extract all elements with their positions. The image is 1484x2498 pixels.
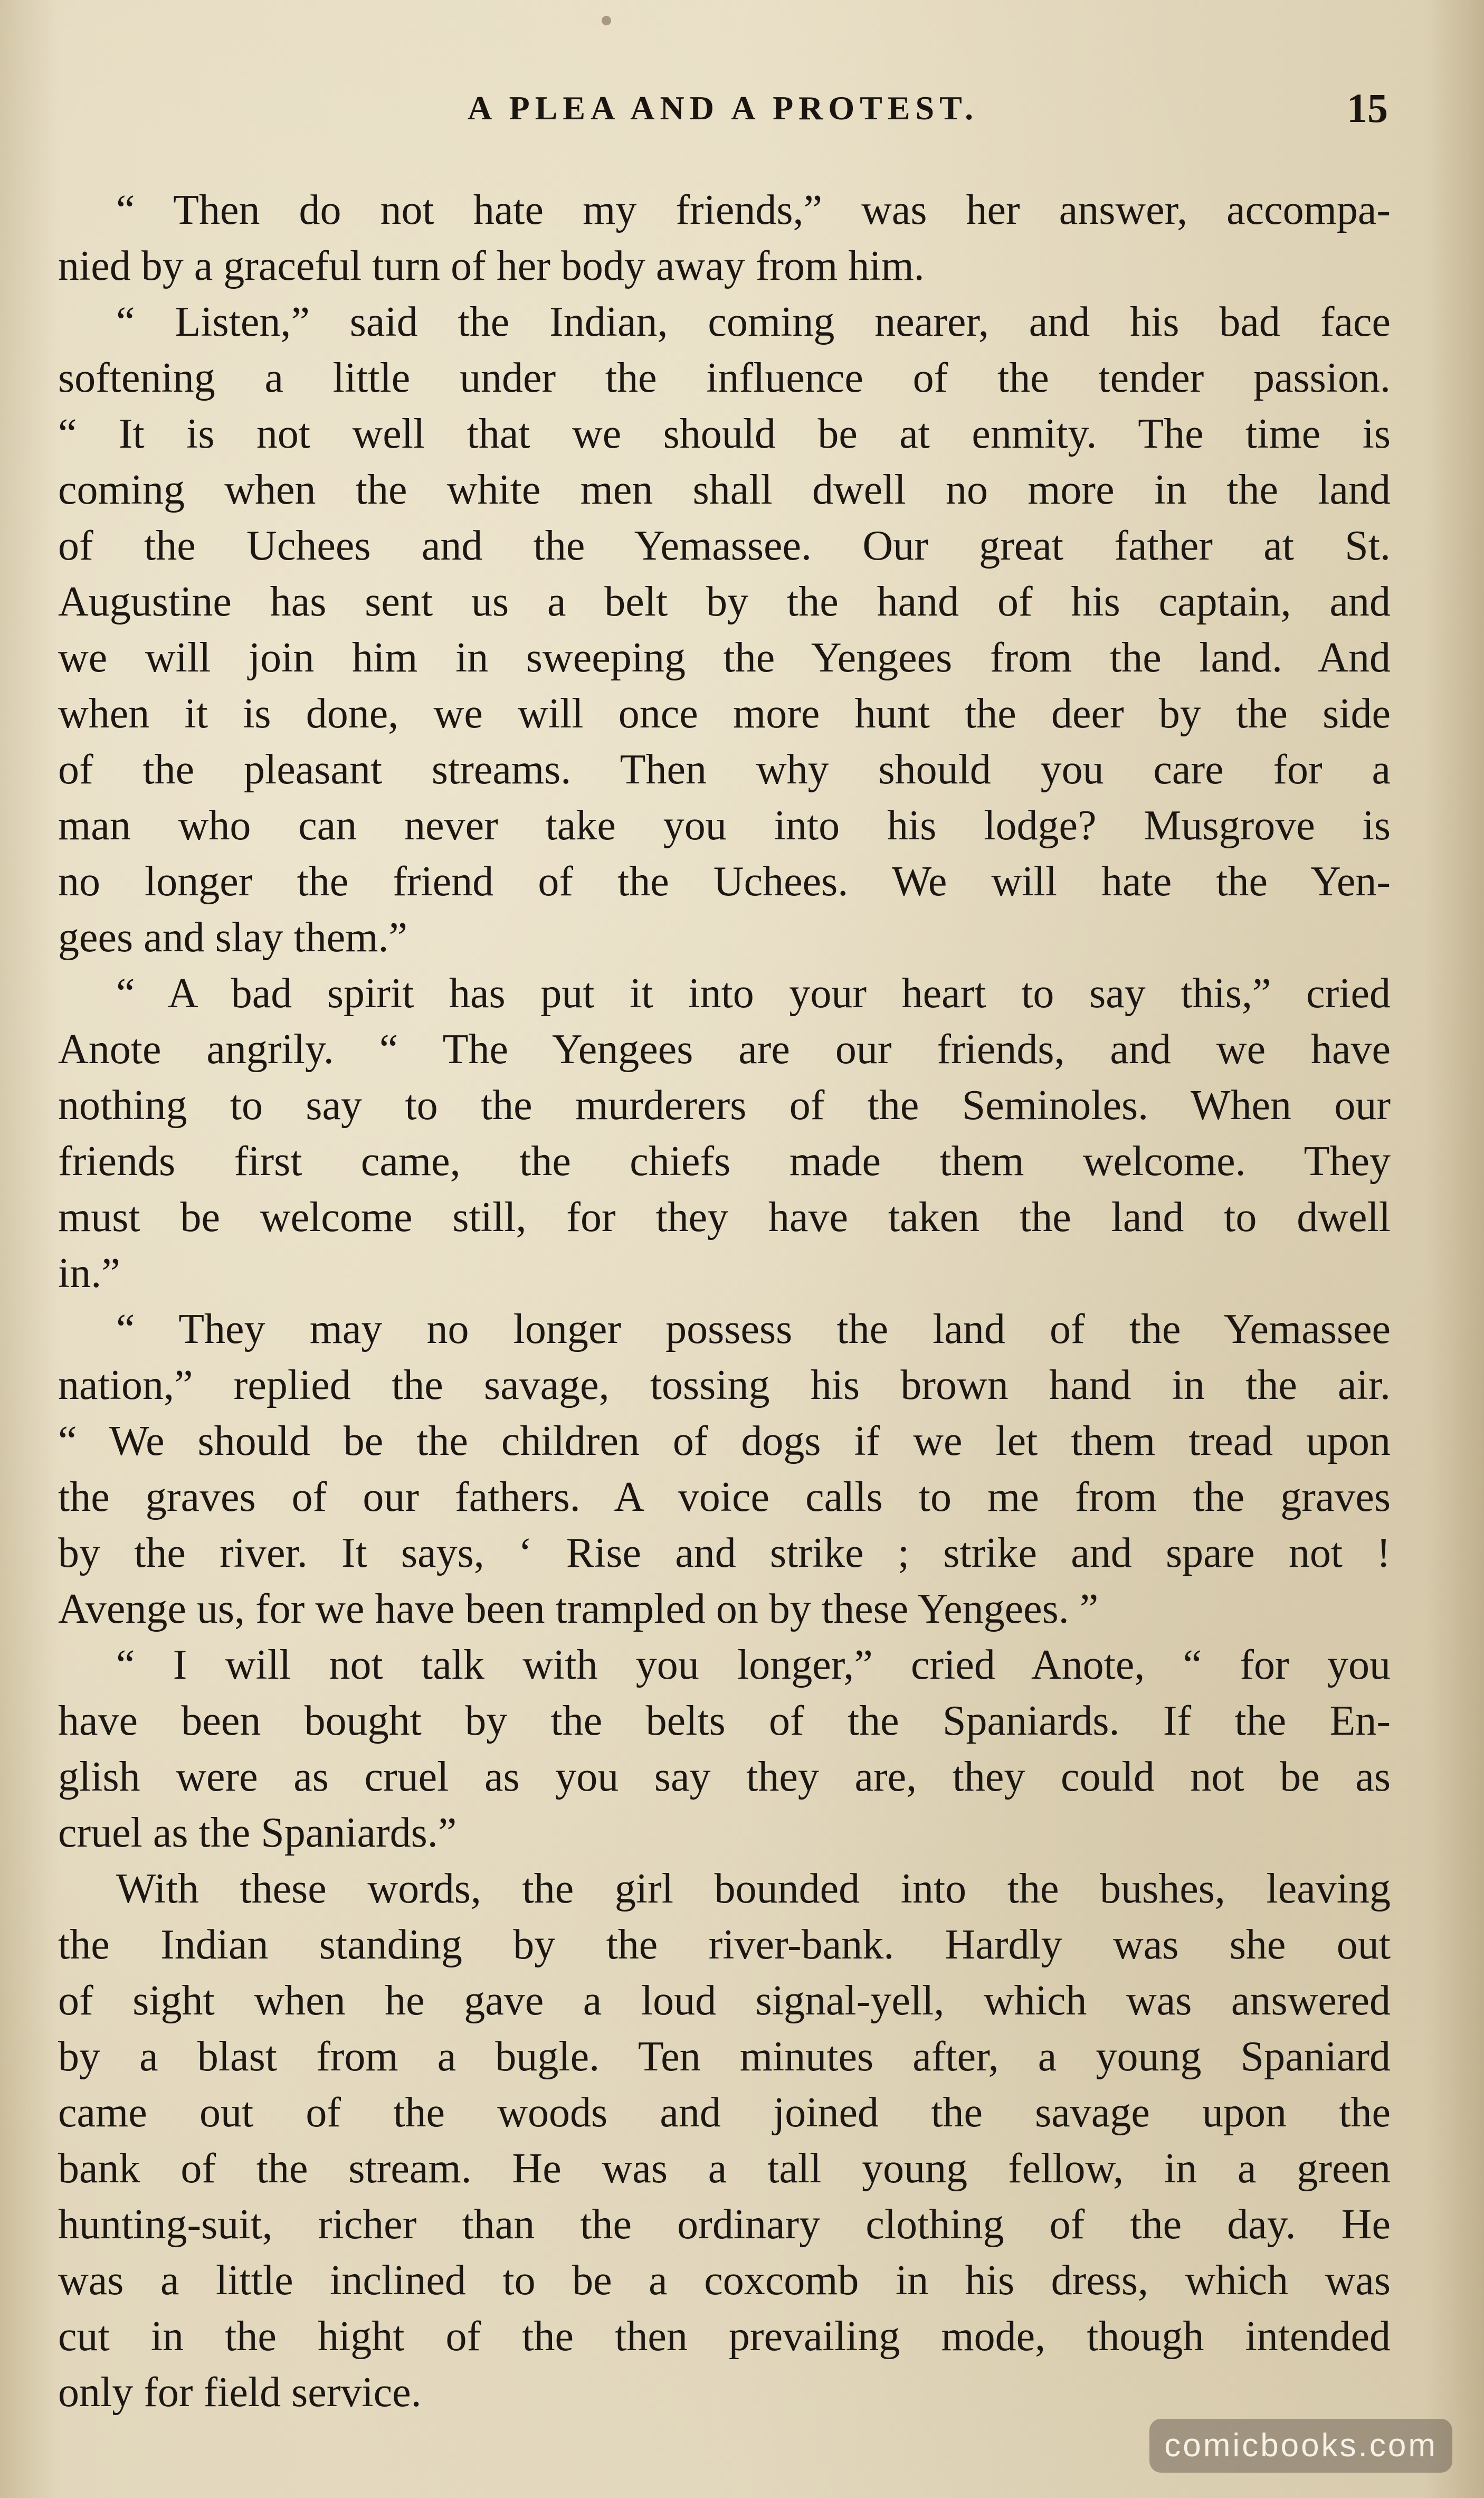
page-header xyxy=(58,79,1388,137)
text-line: “ Then do not hate my friends,” was her answer, accompa- xyxy=(116,187,1391,233)
text-line: bank of the stream. He was a tall young fellow, in a green xyxy=(58,2145,1391,2192)
text-line: man who can never take you into his lodge? Musgrove is xyxy=(58,802,1391,849)
text-line: the graves of our fathers. A voice calls to me from the graves xyxy=(58,1474,1391,1520)
text-line: gees and slay them.” xyxy=(58,914,407,961)
paragraph xyxy=(58,1637,1391,1861)
text-line: Augustine has sent us a belt by the hand of his captain, and xyxy=(58,579,1391,625)
page-number: 15 xyxy=(1347,85,1388,131)
text-line: only for field service. xyxy=(58,2369,422,2416)
text-line: by the river. It says, ‘ Rise and strike ; strike and spare not ! xyxy=(58,1530,1391,1576)
paragraph xyxy=(58,1301,1391,1637)
text-line: “ I will not talk with you longer,” cried Anote, “ for you xyxy=(116,1642,1391,1688)
text-line: no longer the friend of the Uchees. We will hate the Yen- xyxy=(58,858,1391,905)
text-line: came out of the woods and joined the savage upon the xyxy=(58,2089,1391,2136)
text-line: when it is done, we will once more hunt the deer by the side xyxy=(58,690,1391,737)
text-line: With these words, the girl bounded into the bushes, leaving xyxy=(116,1866,1391,1912)
text-line: glish were as cruel as you say they are, they could not be as xyxy=(58,1754,1391,1800)
paragraph xyxy=(58,294,1391,966)
text-line: have been bought by the belts of the Spaniards. If the En- xyxy=(58,1698,1391,1744)
text-line: hunting-suit, richer than the ordinary clothing of the day. He xyxy=(58,2201,1391,2248)
text-line: “ It is not well that we should be at enmity. The time is xyxy=(58,411,1391,457)
text-line: we will join him in sweeping the Yengees from the land. And xyxy=(58,635,1391,681)
text-line: of sight when he gave a loud signal-yell, which was answered xyxy=(58,1977,1391,2024)
text-line: “ They may no longer possess the land of the Yemassee xyxy=(116,1306,1391,1352)
text-line: must be welcome still, for they have taken the land to dwell xyxy=(58,1194,1391,1241)
text-line: cut in the hight of the then prevailing mode, though intended xyxy=(58,2313,1391,2360)
text-line: “ We should be the children of dogs if we let them tread upon xyxy=(58,1418,1391,1464)
text-line: friends first came, the chiefs made them welcome. They xyxy=(58,1138,1391,1185)
text-line: “ A bad spirit has put it into your heart to say this,” cried xyxy=(116,970,1391,1017)
text-line: nied by a graceful turn of her body away from him. xyxy=(58,243,925,289)
ink-speck xyxy=(602,16,611,25)
text-line: softening a little under the influence of the tender passion. xyxy=(58,355,1391,401)
text-line: of the Uchees and the Yemassee. Our great father at St. xyxy=(58,523,1391,569)
paragraph xyxy=(58,182,1391,294)
paragraph xyxy=(58,1861,1391,2420)
text-line: nothing to say to the murderers of the Seminoles. When our xyxy=(58,1082,1391,1129)
text-line: coming when the white men shall dwell no more in the land xyxy=(58,467,1391,513)
paragraph xyxy=(58,966,1391,1301)
text-line: “ Listen,” said the Indian, coming nearer, and his bad face xyxy=(116,299,1391,345)
text-line: Anote angrily. “ The Yengees are our friends, and we have xyxy=(58,1026,1391,1073)
text-line: in.” xyxy=(58,1250,120,1297)
text-line: the Indian standing by the river-bank. Hardly was she out xyxy=(58,1922,1391,1968)
text-line: Avenge us, for we have been trampled on by these Yengees. ” xyxy=(58,1586,1099,1632)
text-line: of the pleasant streams. Then why should you care for a xyxy=(58,746,1391,793)
text-line: by a blast from a bugle. Ten minutes after, a young Spaniard xyxy=(58,2033,1391,2080)
text-line: nation,” replied the savage, tossing his brown hand in the air. xyxy=(58,1362,1391,1408)
running-title: A PLEA AND A PROTEST. xyxy=(467,89,979,127)
site-watermark: comicbooks.com xyxy=(1149,2419,1452,2473)
text-line: was a little inclined to be a coxcomb in his dress, which was xyxy=(58,2257,1391,2304)
text-line: cruel as the Spaniards.” xyxy=(58,1810,457,1856)
body-text xyxy=(58,182,1391,2420)
